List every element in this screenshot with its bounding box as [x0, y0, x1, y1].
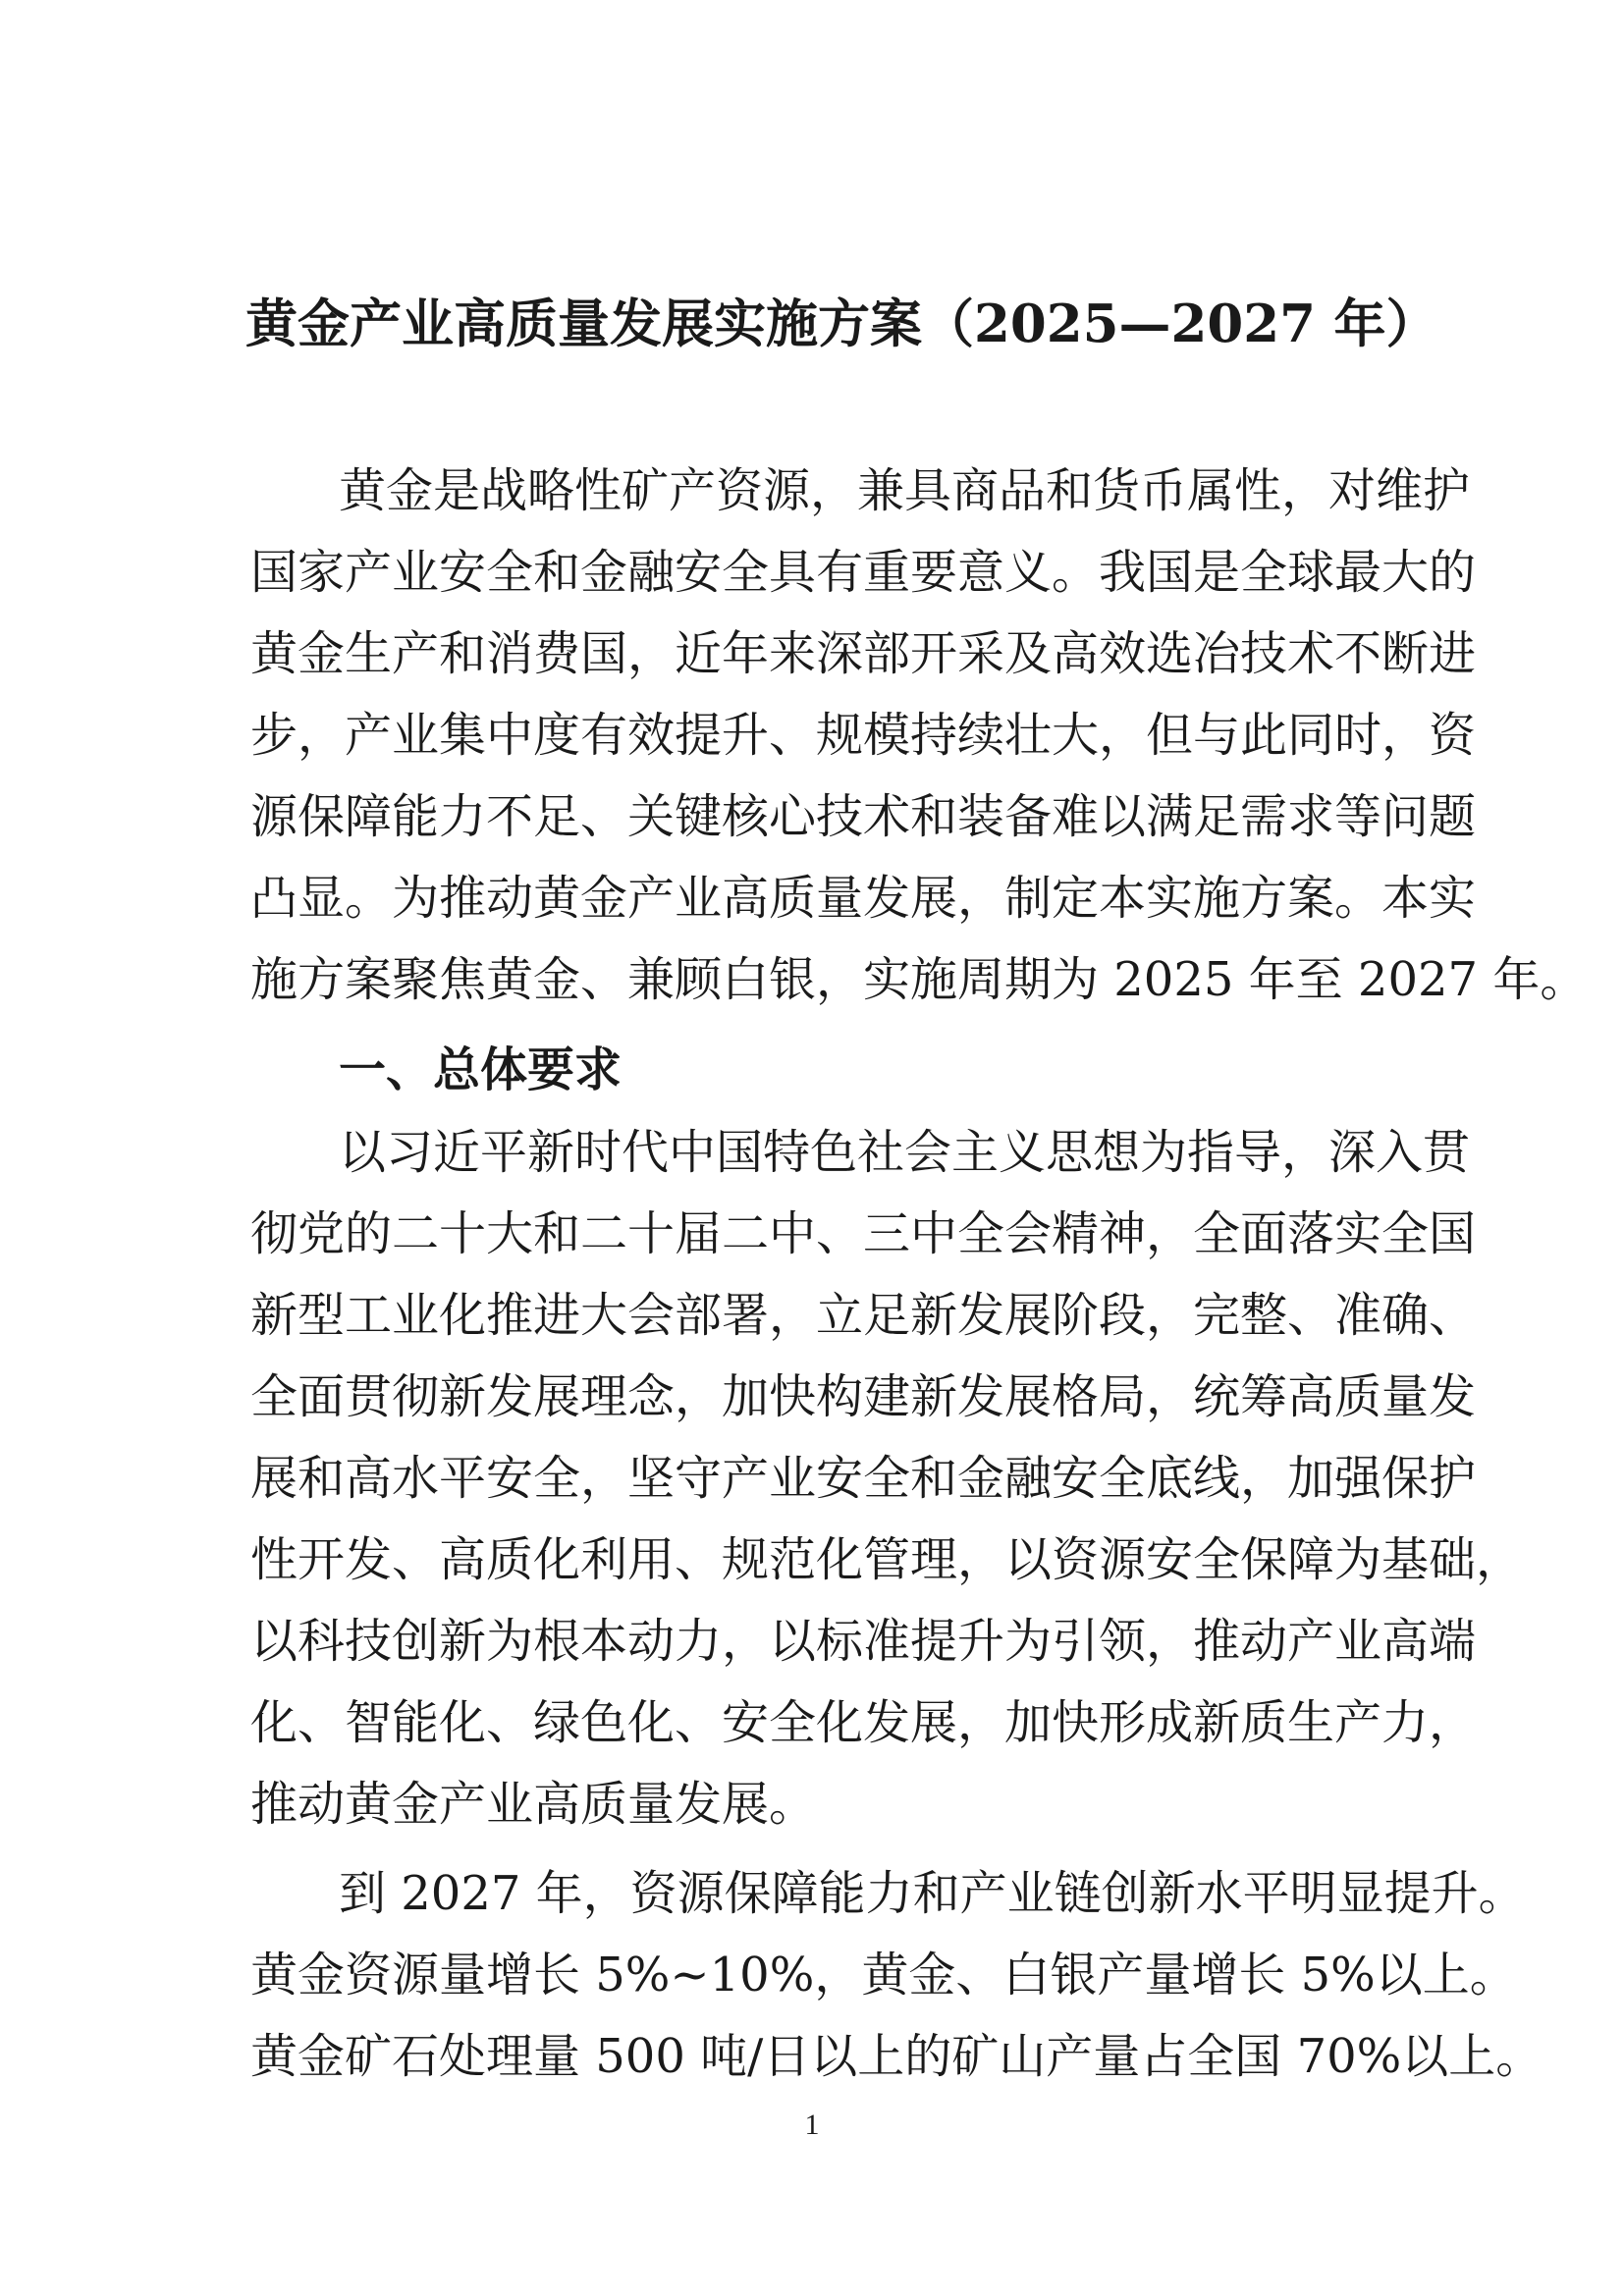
paragraph-line: 化、智能化、绿色化、安全化发展，加快形成新质生产力， — [250, 1695, 1477, 1750]
paragraph-line: 黄金资源量增长 5%~10%，黄金、白银产量增长 5%以上。 — [250, 1948, 1517, 2002]
paragraph-line: 源保障能力不足、关键核心技术和装备难以满足需求等问题 — [250, 789, 1477, 844]
paragraph-line: 凸显。为推动黄金产业高质量发展，制定本实施方案。本实 — [250, 871, 1477, 926]
paragraph-line: 以科技创新为根本动力，以标准提升为引领，推动产业高端 — [250, 1614, 1477, 1669]
paragraph-line: 推动黄金产业高质量发展。 — [250, 1777, 817, 1832]
paragraph-line: 全面贯彻新发展理念，加快构建新发展格局，统筹高质量发 — [250, 1369, 1477, 1424]
paragraph-line: 以习近平新时代中国特色社会主义思想为指导，深入贯 — [339, 1125, 1471, 1180]
section-heading: 一、总体要求 — [339, 1042, 623, 1097]
paragraph-line: 性开发、高质化利用、规范化管理，以资源安全保障为基础， — [250, 1532, 1524, 1587]
paragraph-line: 黄金是战略性矿产资源，兼具商品和货币属性，对维护 — [339, 463, 1471, 518]
paragraph-line: 新型工业化推进大会部署，立足新发展阶段，完整、准确、 — [250, 1288, 1477, 1343]
paragraph-line: 黄金生产和消费国，近年来深部开采及高效选冶技术不断进 — [250, 626, 1477, 681]
paragraph-line: 步，产业集中度有效提升、规模持续壮大，但与此同时，资 — [250, 708, 1477, 763]
paragraph-line: 黄金矿石处理量 500 吨/日以上的矿山产量占全国 70%以上。 — [250, 2029, 1543, 2084]
page-number: 1 — [804, 2109, 820, 2141]
paragraph-line: 施方案聚焦黄金、兼顾白银，实施周期为 2025 年至 2027 年。 — [250, 952, 1588, 1007]
page-title: 黄金产业高质量发展实施方案（2025—2027 年） — [245, 294, 1438, 354]
paragraph-line: 国家产业安全和金融安全具有重要意义。我国是全球最大的 — [250, 545, 1477, 600]
paragraph-line: 到 2027 年，资源保障能力和产业链创新水平明显提升。 — [339, 1866, 1526, 1921]
paragraph-line: 展和高水平安全，坚守产业安全和金融安全底线，加强保护 — [250, 1451, 1477, 1506]
paragraph-line: 彻党的二十大和二十届二中、三中全会精神，全面落实全国 — [250, 1206, 1477, 1261]
